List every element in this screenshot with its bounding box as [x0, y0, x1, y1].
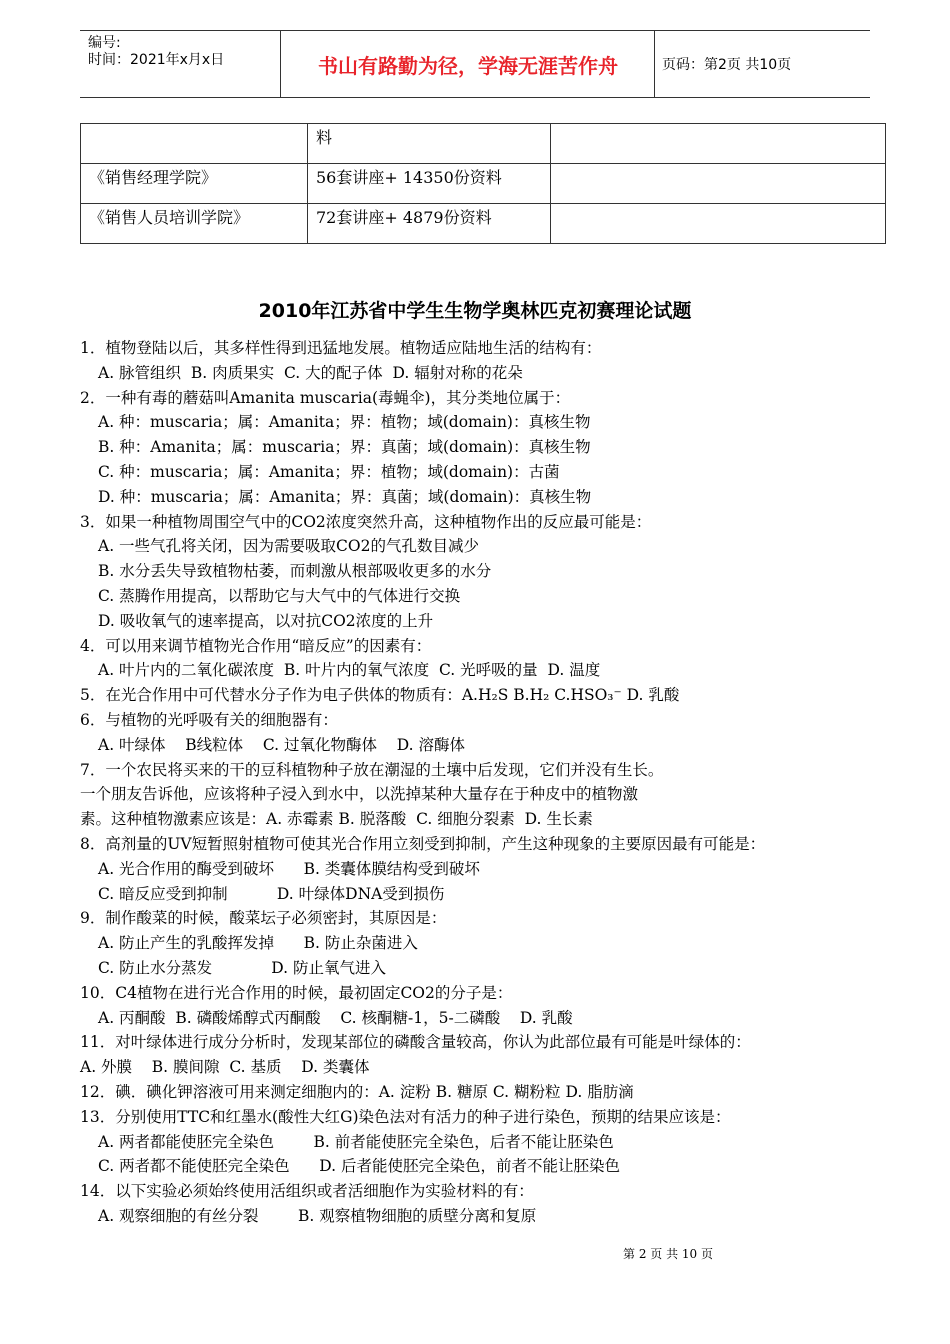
- question-line: A. 外膜 B. 膜间隙 C. 基质 D. 类囊体: [80, 1058, 370, 1077]
- option-line: A. 叶片内的二氧化碳浓度 B. 叶片内的氧气浓度 C. 光呼吸的量 D. 温度: [98, 661, 601, 680]
- question-line: 4．可以用来调节植物光合作用“暗反应”的因素有：: [80, 636, 432, 655]
- page-header: [80, 30, 870, 98]
- question-line: 5．在光合作用中可代替水分子作为电子供体的物质有：A.H₂S B.H₂ C.HSO₃⁻ D. 乳酸: [80, 686, 680, 705]
- option-line: C. 种：muscaria；属：Amanita；界：植物；域(domain)：古菌: [98, 462, 560, 481]
- time-label: 时间：2021年x月x日: [88, 52, 225, 68]
- question-line: 1．植物登陆以后，其多样性得到迅猛地发展。植物适应陆地生活的结构有：: [80, 339, 602, 357]
- table-cell: 56套讲座+ 14350份资料: [308, 164, 551, 204]
- table-row: [81, 204, 886, 244]
- option-line: A. 两者都能使胚完全染色 B. 前者能使胚完全染色，后者不能让胚染色: [98, 1132, 614, 1151]
- question-line: 14．以下实验必须始终使用活组织或者活细胞作为实验材料的有：: [80, 1182, 534, 1201]
- question-line: 12．碘．碘化钾溶液可用来测定细胞内的：A. 淀粉 B. 糖原 C. 糊粉粒 D. 脂肪滴: [80, 1082, 634, 1101]
- table-cell: 《销售经理学院》: [81, 164, 308, 204]
- question-line: 13．分别使用TTC和红墨水(酸性大红G)染色法对有活力的种子进行染色，预期的结果应该是：: [80, 1107, 731, 1126]
- option-line: A. 观察细胞的有丝分裂 B. 观察植物细胞的质壁分离和复原: [98, 1206, 537, 1225]
- table-row: [81, 164, 886, 204]
- option-line: A. 丙酮酸 B. 磷酸烯醇式丙酮酸 C. 核酮糖-1，5-二磷酸 D. 乳酸: [98, 1008, 573, 1027]
- option-line: A. 防止产生的乳酸挥发掉 B. 防止杂菌进入: [98, 934, 418, 953]
- question-line: 3．如果一种植物周围空气中的CO2浓度突然升高，这种植物作出的反应最可能是：: [80, 512, 652, 531]
- question-line: 一个朋友告诉他，应该将种子浸入到水中，以洗掉某种大量存在于种皮中的植物激: [80, 785, 639, 804]
- option-line: B. 种：Amanita；属：muscaria；界：真菌；域(domain)：真核生物: [98, 438, 591, 457]
- header-page-info: 页码：第2页 共10页: [662, 57, 792, 73]
- option-line: D. 种：muscaria；属：Amanita；界：真菌；域(domain)：真核生物: [98, 487, 592, 506]
- option-line: C. 防止水分蒸发 D. 防止氧气进入: [98, 958, 387, 977]
- table-cell: [551, 124, 886, 164]
- question-line: 8．高剂量的UV短暂照射植物可使其光合作用立刻受到抑制，产生这种现象的主要原因最有可能是：: [80, 834, 766, 853]
- question-line: 11．对叶绿体进行成分分析时，发现某部位的磷酸含量较高，你认为此部位最有可能是叶绿体的：: [80, 1033, 751, 1052]
- question-line: 9．制作酸菜的时候，酸菜坛子必须密封，其原因是：: [80, 909, 447, 928]
- header-motto: 书山有路勤为径，学海无涯苦作舟: [318, 53, 618, 78]
- exam-title: 2010年江苏省中学生生物学奥林匹克初赛理论试题: [258, 300, 692, 322]
- option-line: A. 种：muscaria；属：Amanita；界：植物；域(domain)：真核生物: [98, 413, 591, 432]
- header-meta: [88, 35, 224, 69]
- page-footer: 第 2 页 共 10 页: [623, 1247, 713, 1261]
- table-cell: 料: [308, 124, 551, 164]
- table-cell: [81, 124, 308, 164]
- option-line: C. 暗反应受到抑制 D. 叶绿体DNA受到损伤: [98, 884, 445, 903]
- option-line: C. 蒸腾作用提高，以帮助它与大气中的气体进行交换: [98, 586, 461, 605]
- option-line: A. 光合作用的酶受到破坏 B. 类囊体膜结构受到破坏: [98, 859, 480, 878]
- header-divider-right: [654, 30, 655, 98]
- question-body: [80, 336, 890, 1229]
- table-cell: 72套讲座+ 4879份资料: [308, 204, 551, 244]
- course-table: [80, 123, 886, 244]
- question-line: 素。这种植物激素应该是：A. 赤霉素 B. 脱落酸 C. 细胞分裂素 D. 生长素: [80, 810, 593, 829]
- question-line: 6．与植物的光呼吸有关的细胞器有：: [80, 710, 338, 729]
- option-line: A. 叶绿体 B线粒体 C. 过氧化物酶体 D. 溶酶体: [98, 735, 465, 754]
- header-divider-left: [280, 30, 281, 98]
- table-row: [81, 124, 886, 164]
- option-line: A. 脉管组织 B. 肉质果实 C. 大的配子体 D. 辐射对称的花朵: [98, 363, 523, 382]
- option-line: B. 水分丢失导致植物枯萎，而刺激从根部吸收更多的水分: [98, 562, 492, 581]
- question-line: 2．一种有毒的蘑菇叫Amanita muscaria(毒蝇伞)，其分类地位属于：: [80, 388, 571, 407]
- serial-label: 编号:: [88, 35, 121, 51]
- table-cell: 《销售人员培训学院》: [81, 204, 308, 244]
- table-cell: [551, 204, 886, 244]
- option-line: C. 两者都不能使胚完全染色 D. 后者能使胚完全染色，前者不能让胚染色: [98, 1157, 620, 1176]
- option-line: A. 一些气孔将关闭，因为需要吸取CO2的气孔数目减少: [98, 537, 479, 556]
- question-line: 10．C4植物在进行光合作用的时候，最初固定CO2的分子是：: [80, 983, 513, 1002]
- table-cell: [551, 164, 886, 204]
- option-line: D. 吸收氧气的速率提高，以对抗CO2浓度的上升: [98, 611, 434, 630]
- question-line: 7．一个农民将买来的干的豆科植物种子放在潮湿的土壤中后发现，它们并没有生长。: [80, 760, 664, 779]
